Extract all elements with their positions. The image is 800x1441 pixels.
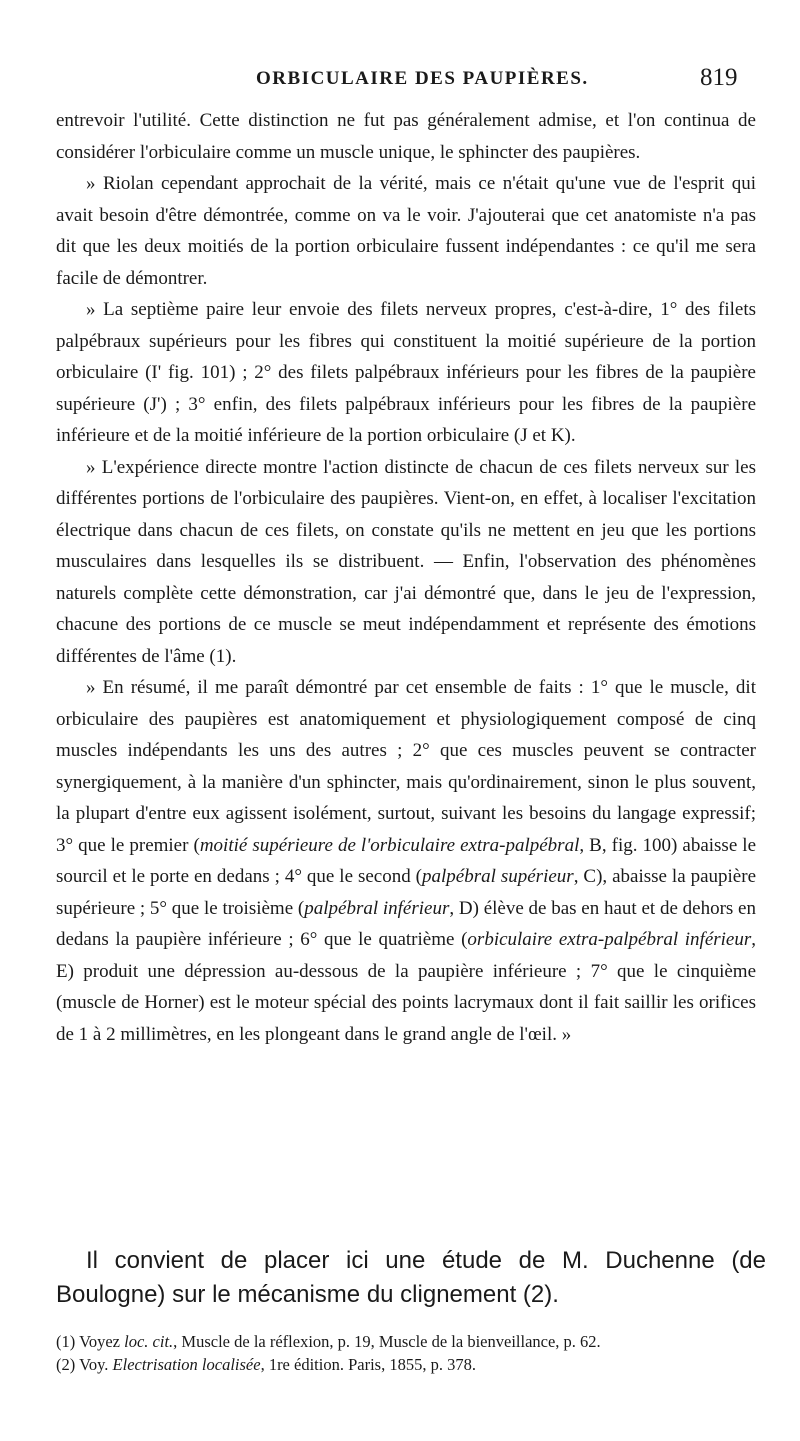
- footnote-italic: Electrisation localisée: [112, 1355, 261, 1374]
- text-run: , C), abaisse la paupière supérieure ; 5° que le troisième (: [56, 866, 756, 919]
- footnote-2: [56, 1353, 772, 1376]
- footnote-prefix: (2) Voy.: [56, 1355, 113, 1374]
- text-run: » En résumé, il me paraît démontré par cet ensemble de faits : 1° que le muscle, dit orbiculaire des paupières est anatomiquement et physiologiquement composé de cinq muscles indépendants les uns des autres ; 2° que ces muscles peuvent se contracter synergiquement, à la manière d'un sphincter, mais qu'ordinairement, sinon le plus souvent, la plupart d'entre eux agissent isolément, surtout, suivant les besoins du langage expressif; 3° que le premier (: [56, 677, 756, 856]
- footnote-text: , 1re édition. Paris, 1855, p. 378.: [260, 1355, 476, 1374]
- footnote-text: , Muscle de la réflexion, p. 19, Muscle de la bienveillance, p. 62.: [173, 1332, 601, 1351]
- paragraph-4: » L'expérience directe montre l'action distincte de chacun de ces filets nerveux sur les différentes portions de l'orbiculaire des paupières. Vient-on, en effet, à localiser l'excitation électrique dans chacun de ces filets, on constate qu'ils ne mettent en jeu que les portions musculaires dans lesquelles ils se distribuent. — Enfin, l'observation des phénomènes naturels complète cette démonstration, car j'ai démontré que, dans le jeu de l'expression, chacune des portions de ce muscle se meut indépendamment et représente des émotions différentes de l'âme (1).: [56, 456, 756, 667]
- running-title: ORBICULAIRE DES PAUPIÈRES.: [256, 68, 589, 89]
- section-heading: Il convient de placer ici une étude de M. Duchenne (de Boulogne) sur le mécanisme du clignement (2).: [56, 1247, 766, 1308]
- page-header: [0, 64, 800, 98]
- paragraph-5: [56, 672, 756, 1050]
- text-run: , E) produit une dépression au-dessous de la paupière inférieure ; 7° que le cinquième (muscle de Horner) est le moteur spécial des points lacrymaux dont il fait saillir les orifices de 1 à 2 millimètres, en les plongeant dans le grand angle de l'œil. »: [56, 929, 757, 1045]
- footnote-italic: loc. cit.: [124, 1332, 174, 1351]
- italic-term: moitié supérieure de l'orbiculaire extra-palpébral: [199, 834, 580, 856]
- page-number: 819: [700, 64, 738, 91]
- text-run: , B, fig. 100) abaisse le sourcil et le porte en dedans ; 4° que le second (: [56, 834, 757, 887]
- paragraph-1: entrevoir l'utilité. Cette distinction ne fut pas généralement admise, et l'on continua de considérer l'orbiculaire comme un muscle unique, le sphincter des paupières.: [56, 110, 756, 163]
- italic-term: palpébral supérieur: [422, 866, 574, 887]
- italic-term: palpébral inférieur: [304, 897, 450, 919]
- footnotes: [56, 1330, 772, 1376]
- footnote-1: [56, 1330, 772, 1353]
- paragraph-2: » Riolan cependant approchait de la vérité, mais ce n'était qu'une vue de l'esprit qui avait besoin d'être démontrée, comme on va le voir. J'ajouterai que cet anatomiste n'a pas dit que les deux moitiés de la portion orbiculaire fussent indépendantes : ce qu'il me sera facile de démontrer.: [56, 173, 756, 289]
- text-run: , D) élève de bas en haut et de dehors en dedans la paupière inférieure ; 6° que le quatrième (: [56, 897, 756, 950]
- paragraph-3: » La septième paire leur envoie des filets nerveux propres, c'est-à-dire, 1° des filets palpébraux supérieurs pour les fibres qui constituent la moitié supérieure de la portion orbiculaire (I' fig. 101) ; 2° des filets palpébraux inférieurs pour les fibres de la paupière supérieure (J') ; 3° enfin, des filets palpébraux inférieurs pour les fibres de la paupière inférieure et de la moitié inférieure de la portion orbiculaire (J et K).: [56, 299, 756, 446]
- italic-term: orbiculaire extra-palpébral inférieur: [467, 929, 752, 950]
- body-text: [56, 105, 756, 1050]
- footnote-prefix: (1) Voyez: [56, 1332, 125, 1351]
